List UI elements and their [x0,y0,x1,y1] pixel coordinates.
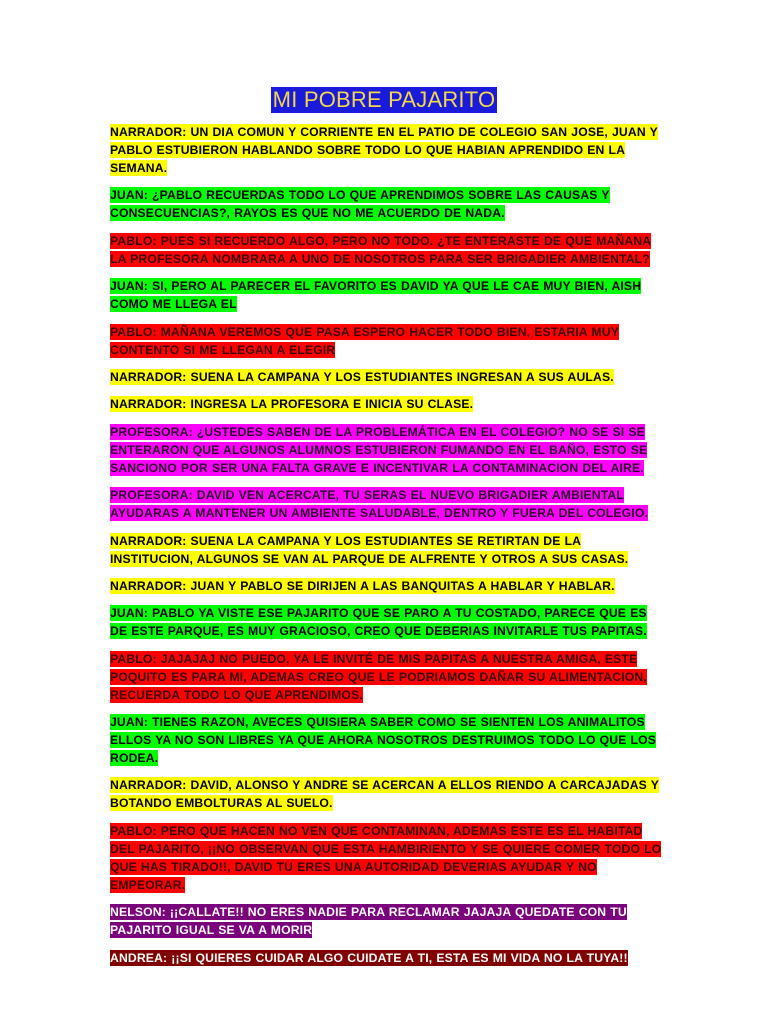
paragraph-text: ANDREA: ¡¡SI QUIERES CUIDAR ALGO CUIDATE A TI, ESTA ES MI VIDA NO LA TUYA!! [110,950,628,965]
title-container [0,87,768,113]
dialogue-body [110,123,662,976]
paragraph-text: JUAN: TIENES RAZON, AVECES QUISIERA SABER COMO SE SIENTEN LOS ANIMALITOS ELLOS YA NO SON LIBRES YA QUE AHORA NOSOTROS DESTRUIMOS TODO LO QUE LOS RODEA. [110,715,657,766]
paragraph-text: NARRADOR: DAVID, ALONSO Y ANDRE SE ACERCAN A ELLOS RIENDO A CARCAJADAS Y BOTANDO EMBOLTURAS AL SUELO. [110,778,660,811]
paragraph-text: NELSON: ¡¡CALLATE!! NO ERES NADIE PARA RECLAMAR JAJAJA QUEDATE CON TU PAJARITO IGUAL SE VA A MORIR [110,905,627,938]
paragraph-pablo [110,650,662,704]
paragraph-juan [110,604,662,640]
paragraph-juan [110,713,662,767]
paragraph-text: JUAN: ¿PABLO RECUERDAS TODO LO QUE APRENDIMOS SOBRE LAS CAUSAS Y CONSECUENCIAS?, RAYOS ES QUE NO ME ACUERDO DE NADA. [110,188,610,221]
paragraph-text: PROFESORA: DAVID VEN ACERCATE, TU SERAS EL NUEVO BRIGADIER AMBIENTAL AYUDARAS A MANTENER UN AMBIENTE SALUDABLE, DENTRO Y FUERA DEL COLEGIO. [110,488,649,521]
paragraph-text: JUAN: PABLO YA VISTE ESE PAJARITO QUE SE PARO A TU COSTADO, PARECE QUE ES DE ESTE PARQUE, ES MUY GRACIOSO, CREO QUE DEBERIAS INVITARLE TUS PAPITAS. [110,606,647,639]
paragraph-text: PABLO: MAÑANA VEREMOS QUE PASA ESPERO HACER TODO BIEN, ESTARIA MUY CONTENTO SI ME LLEGAN A ELEGIR [110,324,619,357]
paragraph-text: NARRADOR: UN DIA COMUN Y CORRIENTE EN EL PATIO DE COLEGIO SAN JOSE, JUAN Y PABLO ESTUBIERON HABLANDO SOBRE TODO LO QUE HABIAN APRENDIDO EN LA SEMANA. [110,125,658,175]
paragraph-profesora [110,423,662,477]
paragraph-profesora [110,486,662,522]
paragraph-text: PABLO: JAJAJAJ NO PUEDO, YA LE INVITÉ DE MIS PAPITAS A NUESTRA AMIGA, ESTE POQUITO ES PARA MI, ADEMAS CREO QUE LE PODRIAMOS DAÑAR SU ALIMENTACION, RECUERDA TODO LO QUE APRENDIMOS. [110,651,647,702]
paragraph-narrador [110,368,662,386]
paragraph-pablo [110,822,662,894]
paragraph-text: NARRADOR: SUENA LA CAMPANA Y LOS ESTUDIANTES INGRESAN A SUS AULAS. [110,369,614,384]
paragraph-narrador [110,532,662,568]
document-title: MI POBRE PAJARITO [272,87,496,112]
paragraph-text: PROFESORA: ¿USTEDES SABEN DE LA PROBLEMÁTICA EN EL COLEGIO? NO SE SI SE ENTERARON QUE ALGUNOS ALUMNOS ESTUBIERON FUMANDO EN EL BAÑO, ESTO SE SANCIONO POR SER UNA FALTA GRAVE E INCENTIVAR LA CONTAMINACION DEL AIRE. [110,424,648,475]
paragraph-narrador [110,395,662,413]
paragraph-text: NARRADOR: SUENA LA CAMPANA Y LOS ESTUDIANTES SE RETIRTAN DE LA INSTITUCION, ALGUNOS SE VAN AL PARQUE DE ALFRENTE Y OTROS A SUS CASAS. [110,533,629,566]
paragraph-andrea [110,949,662,967]
paragraph-juan [110,277,662,313]
paragraph-text: NARRADOR: JUAN Y PABLO SE DIRIJEN A LAS BANQUITAS A HABLAR Y HABLAR. [110,578,615,593]
paragraph-text: PABLO: PUES SI RECUERDO ALGO, PERO NO TODO. ¿TE ENTERASTE DE QUE MAÑANA LA PROFESORA NOMBRARA A UNO DE NOSOTROS PARA SER BRIGADIER AMBIENTAL? [110,233,652,266]
paragraph-pablo [110,323,662,359]
paragraph-text: NARRADOR: INGRESA LA PROFESORA E INICIA SU CLASE. [110,397,474,412]
paragraph-narrador [110,123,662,177]
paragraph-narrador [110,577,662,595]
paragraph-text: JUAN: SI, PERO AL PARECER EL FAVORITO ES DAVID YA QUE LE CAE MUY BIEN, AISH COMO ME LLEGA EL [110,279,642,312]
paragraph-pablo [110,232,662,268]
paragraph-text: PABLO: PERO QUE HACEN NO VEN QUE CONTAMINAN, ADEMAS ESTE ES EL HABITAD DEL PAJARITO, ¡¡NO OBSERVAN QUE ESTA HAMBIRIENTO Y SE QUIERE COMER TODO LO QUE HAS TIRADO!!, DAVID TU ERES UNA AUTORIDAD DEVERIAS AYUDAR Y NO EMPEORAR. [110,823,662,892]
paragraph-nelson [110,903,662,939]
paragraph-narrador [110,776,662,812]
paragraph-juan [110,186,662,222]
